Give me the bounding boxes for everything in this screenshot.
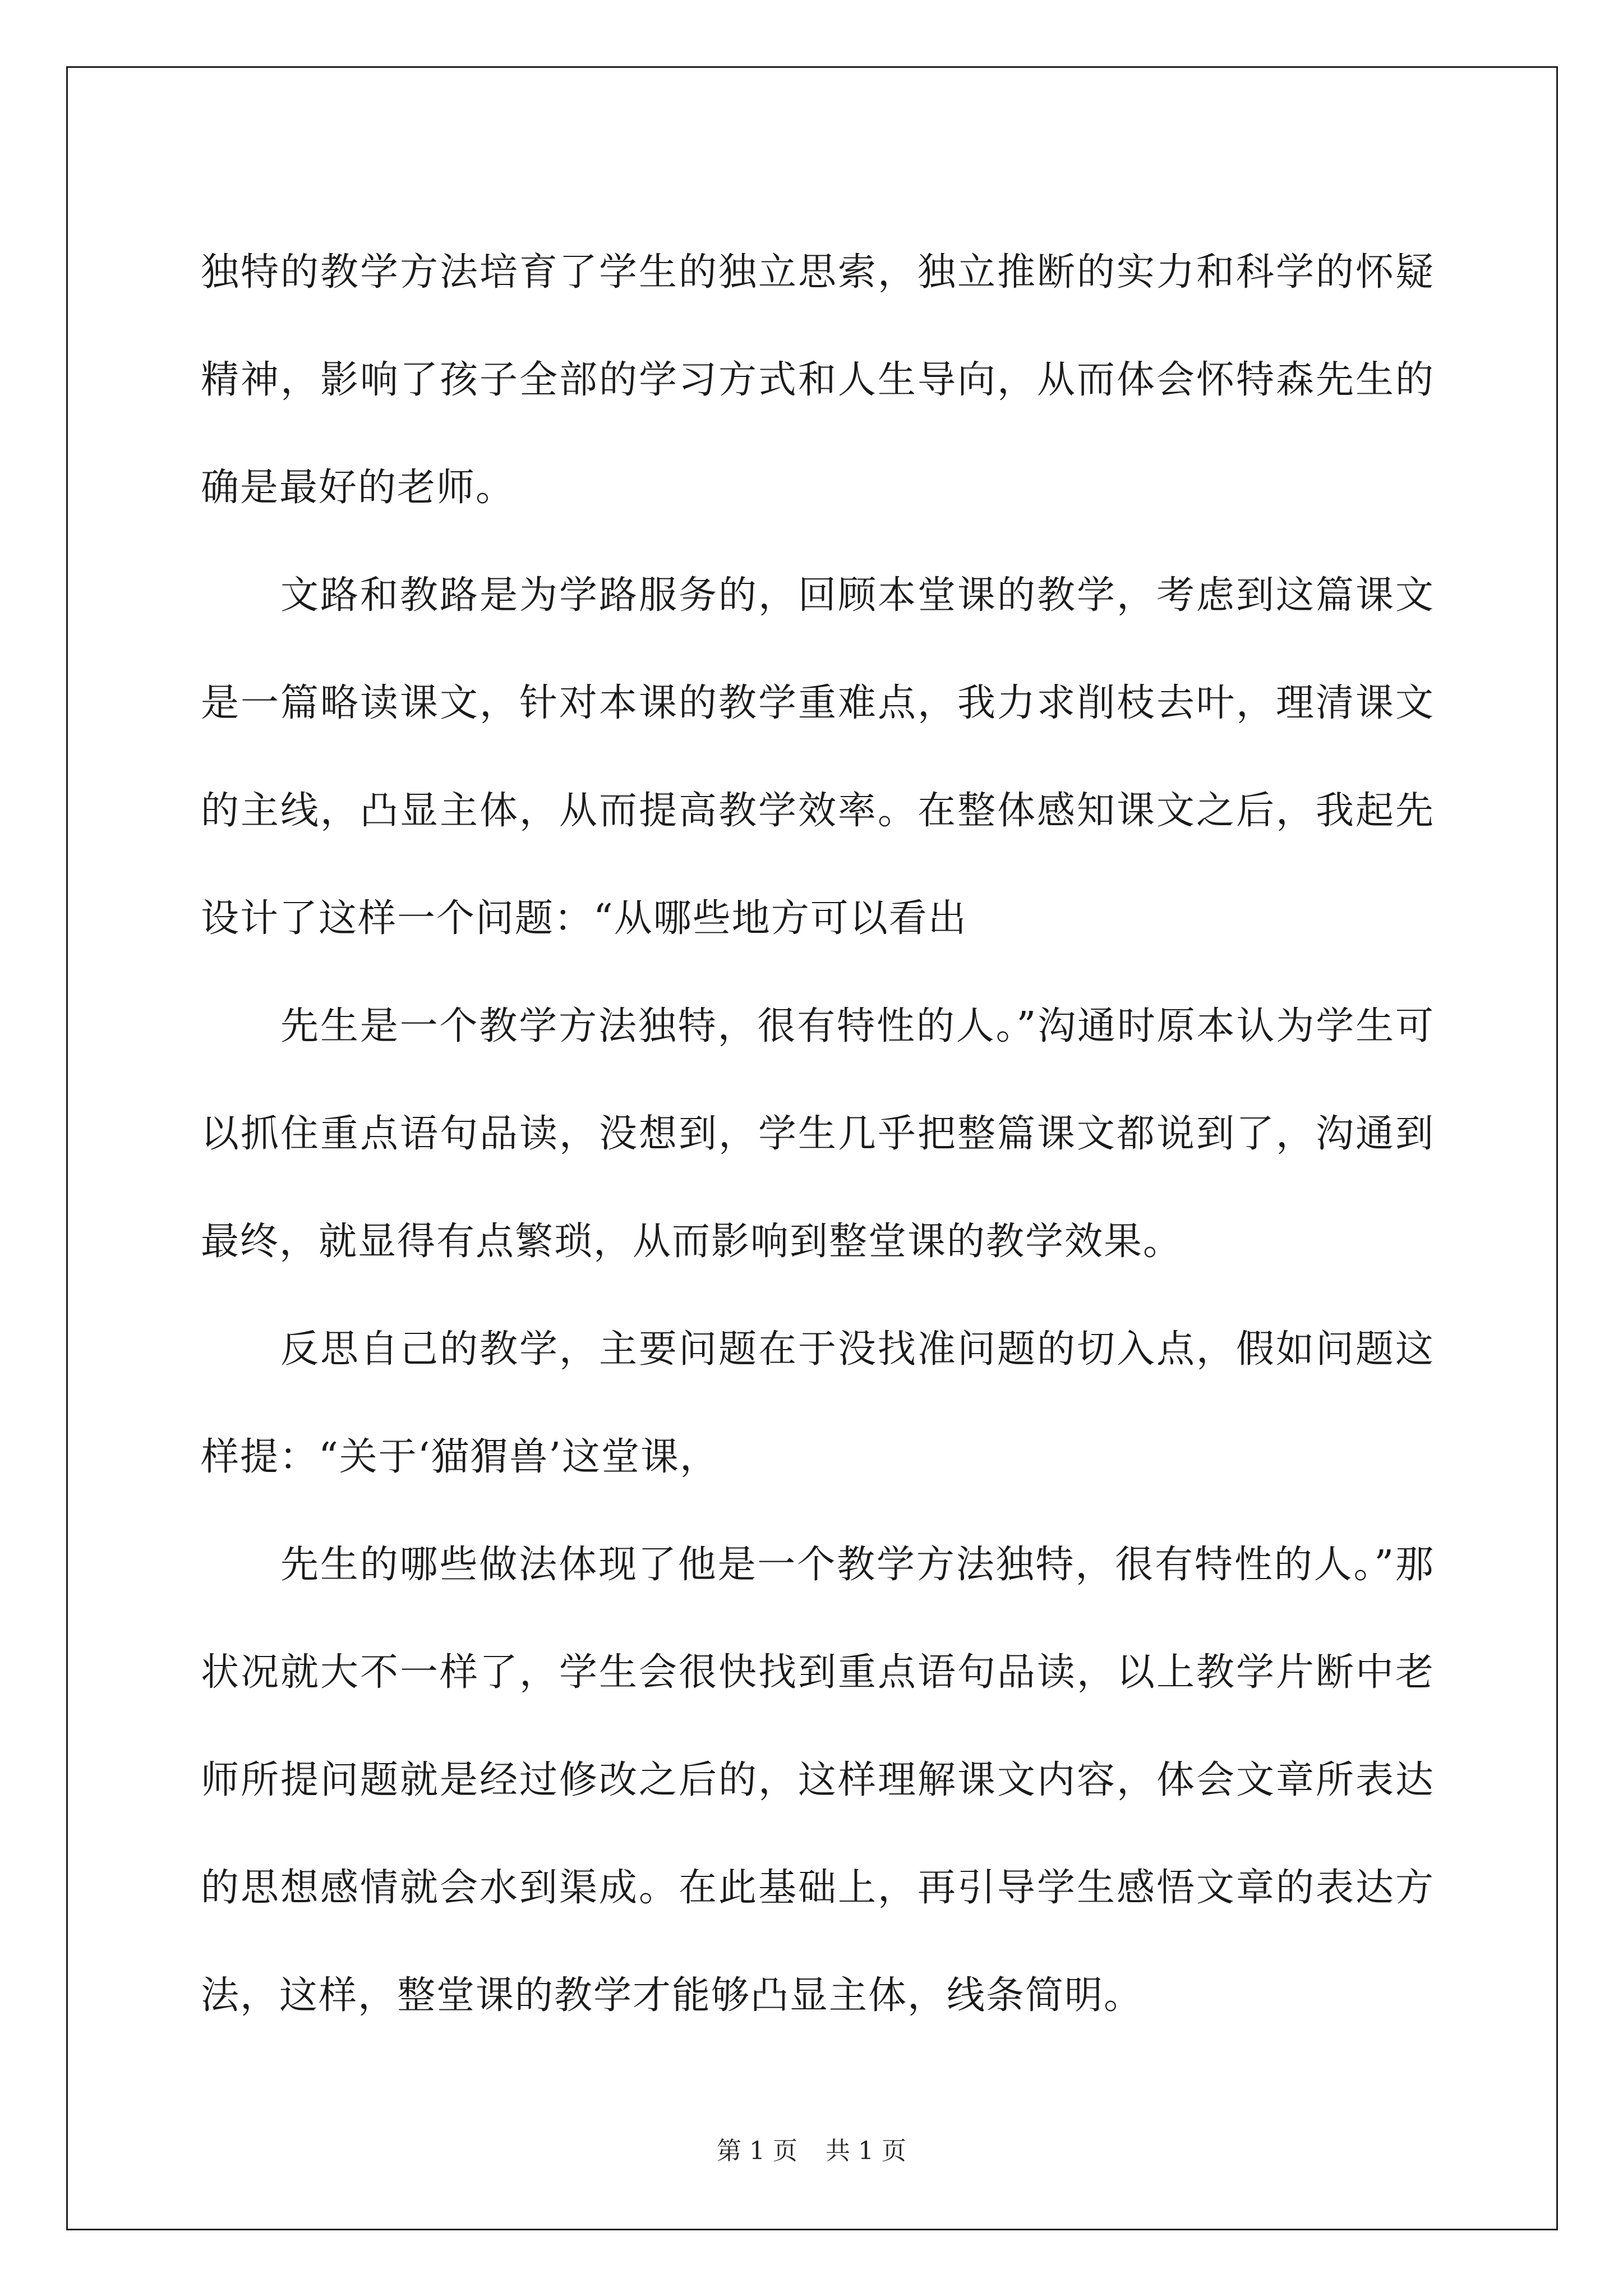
page-number-total: 共 1 页 xyxy=(826,2137,906,2165)
document-body xyxy=(201,219,1435,2050)
page-number-current: 第 1 页 xyxy=(717,2137,797,2165)
paragraph-3: 先生是一个教学方法独特，很有特性的人。”沟通时原本认为学生可以抓住重点语句品读，没想到，学生几乎把整篇课文都说到了，沟通到最终，就显得有点繁琐，从而影响到整堂课的教学效果。 xyxy=(201,1004,1435,1264)
paragraph-4: 反思自己的教学，主要问题在于没找准问题的切入点，假如问题这样提：“关于‘猫猬兽’这堂课， xyxy=(201,1327,1435,1479)
page-footer xyxy=(0,2131,1623,2166)
paragraph-5: 先生的哪些做法体现了他是一个教学方法独特，很有特性的人。”那状况就大不一样了，学生会很快找到重点语句品读，以上教学片断中老师所提问题就是经过修改之后的，这样理解课文内容，体会文章所表达的思想感情就会水到渠成。在此基础上，再引导学生感悟文章的表达方法，这样，整堂课的教学才能够凸显主体，线条简明。 xyxy=(201,1543,1435,2018)
paragraph-1: 独特的教学方法培育了学生的独立思索，独立推断的实力和科学的怀疑精神，影响了孩子全部的学习方式和人生导向，从而体会怀特森先生的确是最好的老师。 xyxy=(201,250,1435,510)
paragraph-2: 文路和教路是为学路服务的，回顾本堂课的教学，考虑到这篇课文是一篇略读课文，针对本课的教学重难点，我力求削枝去叶，理清课文的主线，凸显主体，从而提高教学效率。在整体感知课文之后，我起先设计了这样一个问题：“从哪些地方可以看出 xyxy=(201,573,1435,941)
